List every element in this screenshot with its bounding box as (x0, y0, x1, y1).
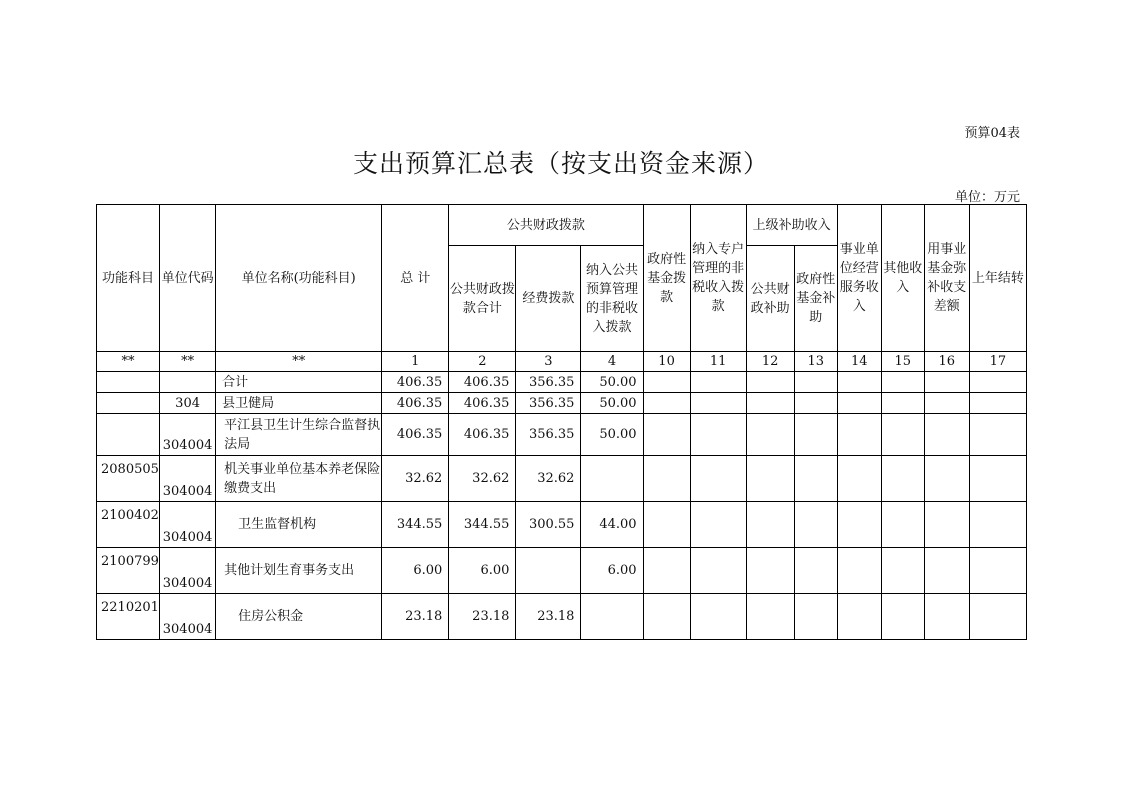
header-upper-fund: 政府性基金补助 (794, 246, 837, 352)
budget-table (96, 204, 1027, 640)
unit-label: 单位：万元 (954, 190, 1020, 205)
index-row: ** ** ** 1 2 3 4 10 11 12 13 14 15 16 17 (97, 352, 1027, 372)
table-row: 304004 平江县卫生计生综合监督执法局 406.35 406.35 356.35 50.00 (97, 414, 1027, 456)
page-title: 支出预算汇总表（按支出资金来源） (352, 149, 769, 178)
header-funding: 经费拨款 (516, 246, 581, 352)
table-row: 2080505 304004 机关事业单位基本养老保险缴费支出 32.62 32.62 32.62 (97, 456, 1027, 502)
header-total: 总 计 (382, 205, 449, 352)
table-row: 2100799 304004 其他计划生育事务支出 6.00 6.00 6.00 (97, 548, 1027, 594)
header-gov-fund: 政府性基金拨款 (643, 205, 690, 352)
header-func-code: 功能科目 (97, 205, 160, 352)
header-upper-group: 上级补助收入 (746, 205, 837, 246)
form-number: 预算04表 (964, 126, 1020, 141)
header-public-group: 公共财政拨款 (449, 205, 643, 246)
table-row: 合计 406.35 406.35 356.35 50.00 (97, 372, 1027, 393)
header-unit-name: 单位名称(功能科目) (216, 205, 382, 352)
header-nontax-public: 纳入公共预算管理的非税收入拨款 (581, 246, 643, 352)
header-nontax-special: 纳入专户管理的非税收入拨款 (690, 205, 746, 352)
table-row: 2210201 304004 住房公积金 23.18 23.18 23.18 (97, 594, 1027, 640)
header-upper-public: 公共财政补助 (746, 246, 794, 352)
table-row: 304 县卫健局 406.35 406.35 356.35 50.00 (97, 393, 1027, 414)
header-fund-gap: 用事业基金弥补收支差额 (924, 205, 969, 352)
header-unit-code: 单位代码 (160, 205, 216, 352)
table-row: 2100402 304004 卫生监督机构 344.55 344.55 300.55 44.00 (97, 502, 1027, 548)
header-carryover: 上年结转 (969, 205, 1026, 352)
header-business: 事业单位经营服务收入 (837, 205, 881, 352)
header-other: 其他收入 (881, 205, 924, 352)
header-public-total: 公共财政拨款合计 (449, 246, 516, 352)
